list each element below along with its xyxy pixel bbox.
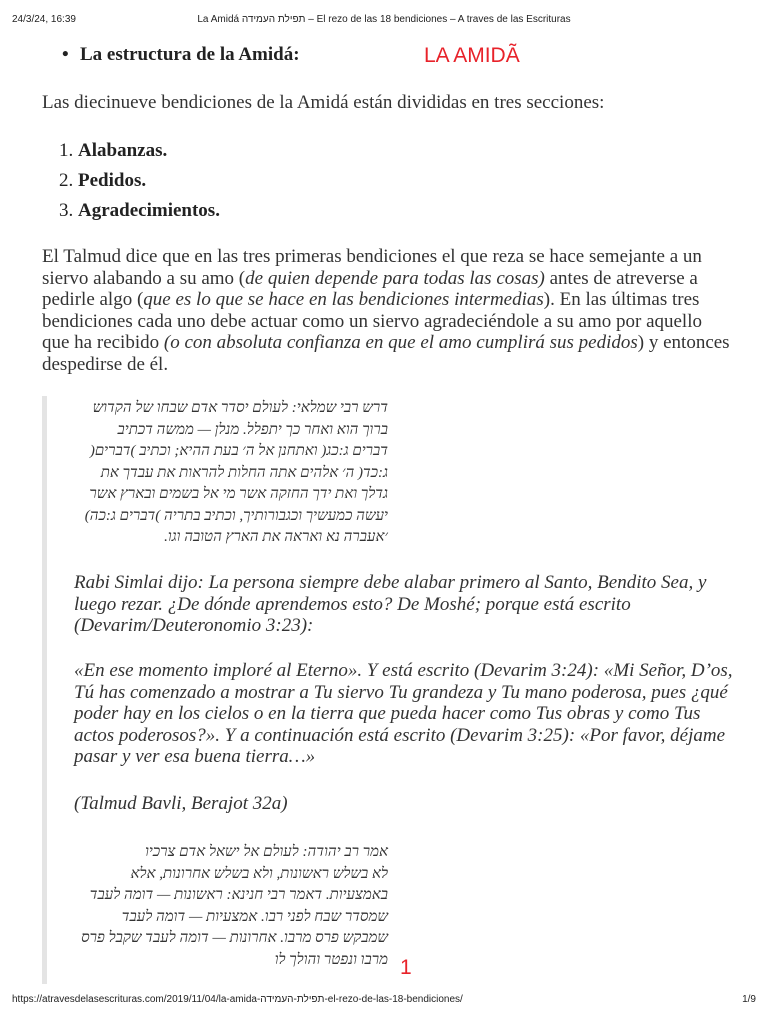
body-text: antes de atreverse a pedirle algo ( (42, 267, 698, 311)
hebrew-line: דברים ג:כג( ואתחנן אל ה׳ בעת ההיא; וכתיב )דברים( (89, 443, 388, 459)
talmud-paragraph (42, 246, 732, 376)
citation: (Talmud Bavli, Berajot 32a) (74, 793, 288, 814)
emphasis-text: que es lo que se hace en las bendiciones intermedias (143, 289, 544, 311)
footer-page-count: 1/9 (742, 994, 756, 1005)
quote-bar (42, 794, 47, 826)
hebrew-line: אמר רב יהודה: לעולם אל ישאל אדם צרכיו (145, 844, 388, 860)
emphasis-text: de quien depende para todas las cosas) (245, 267, 545, 289)
bullet-dot-icon: • (62, 44, 69, 65)
hebrew-line: שמסדר שבח לפני רבו. אמצעיות — דומה לעבד (121, 908, 388, 925)
hebrew-line: דרש רבי שמלאי: לעולם יסדר אדם שבחו של הקדוש (92, 400, 388, 416)
hebrew-line: יעשה כמעשיך וכגבורותיך, וכתיב בתריה )דברים ג:כה) (84, 507, 388, 524)
translation-paragraph: Rabi Simlai dijo: La persona siempre debe alabar primero al Santo, Bendito Sea, y luego rezar. ¿De dónde aprendemos esto? De Moshé; porque está escrito (Devarim/Deuteronomio 3:23): (74, 572, 707, 636)
red-annotation-title: LA AMIDÃ (424, 44, 520, 67)
hebrew-line: ג:כד( ה׳ אלהים אתה החלות להראות את עבדך את (100, 464, 388, 481)
section-heading: La estructura de la Amidá: (80, 44, 300, 65)
hebrew-line: מרבו ונפטר והולך לו (274, 951, 388, 968)
hebrew-line: ברוך הוא ואחר כך יתפלל. מנלן — ממשה דכתיב (117, 421, 388, 438)
sections-list (42, 140, 220, 230)
hebrew-line: שמבקש פרס מרבו. אחרונות — דומה לעבד שקבל פרס (81, 930, 388, 946)
emphasis-text: (o con absoluta confianza en que el amo cumplirá sus pedidos (163, 332, 638, 354)
body-text: ) y entonces despedirse de él. (42, 332, 730, 375)
red-page-number: 1 (400, 956, 412, 979)
hebrew-line: באמצעיות. דאמר רבי חנינא: ראשונות — דומה לעבד (89, 887, 388, 903)
hebrew-quote-1 (85, 398, 388, 549)
footer-url-link[interactable]: https://atravesdelasescrituras.com/2019/11/04/la-amida-תפילת-העמידה-el-rezo-de-las-18-bendiciones/ (12, 994, 463, 1005)
quote-bar (42, 834, 47, 984)
body-text: ). En las últimas tres bendiciones cada uno debe actuar como un siervo agradeciéndole a su amo por aquello que ha recibido (42, 289, 702, 354)
body-text: El Talmud dice que en las tres primeras bendiciones el que reza se hace semejante a un siervo alabando a su amo ( (42, 246, 702, 289)
list-item: 2. Pedidos. (78, 170, 220, 200)
print-footer (12, 994, 756, 1005)
hebrew-line: לא בשלש ראשונות, ולא בשלש אחרונות, אלא (130, 865, 388, 882)
translation-paragraph: «En ese momento imploré al Eterno». Y está escrito (Devarim 3:24): «Mi Señor, D’os, Tú has comenzado a mostrar a Tu siervo Tu grandeza y Tu mano poderosa, pues ¿qué poder hay en los cielos o en la tierra que pueda hacer como Tus obras y como Tus actos poderosos?». Y a continuación está escrito (Devarim 3:25): «Por favor, déjame pasar y ver esa buena tierra…» (74, 660, 733, 767)
section-bullet (62, 44, 300, 66)
list-item: 3. Agradecimientos. (78, 200, 220, 230)
hebrew-quote-2 (81, 842, 388, 971)
intro-text: Las diecinueve bendiciones de la Amidá están divididas en tres secciones: (42, 92, 605, 113)
hebrew-line: ׳אעברה נא ואראה את הארץ הטובה וגו. (164, 529, 388, 545)
list-item: 1. Alabanzas. (78, 140, 220, 170)
hebrew-line: גדלך ואת ידך החזקה אשר מי אל בשמים ובארץ אשר (89, 486, 388, 502)
print-date: 24/3/24, 16:39 (12, 14, 76, 25)
print-title: La Amidá תפילת העמידה – El rezo de las 18 bendiciones – A traves de las Escrituras (197, 14, 571, 25)
